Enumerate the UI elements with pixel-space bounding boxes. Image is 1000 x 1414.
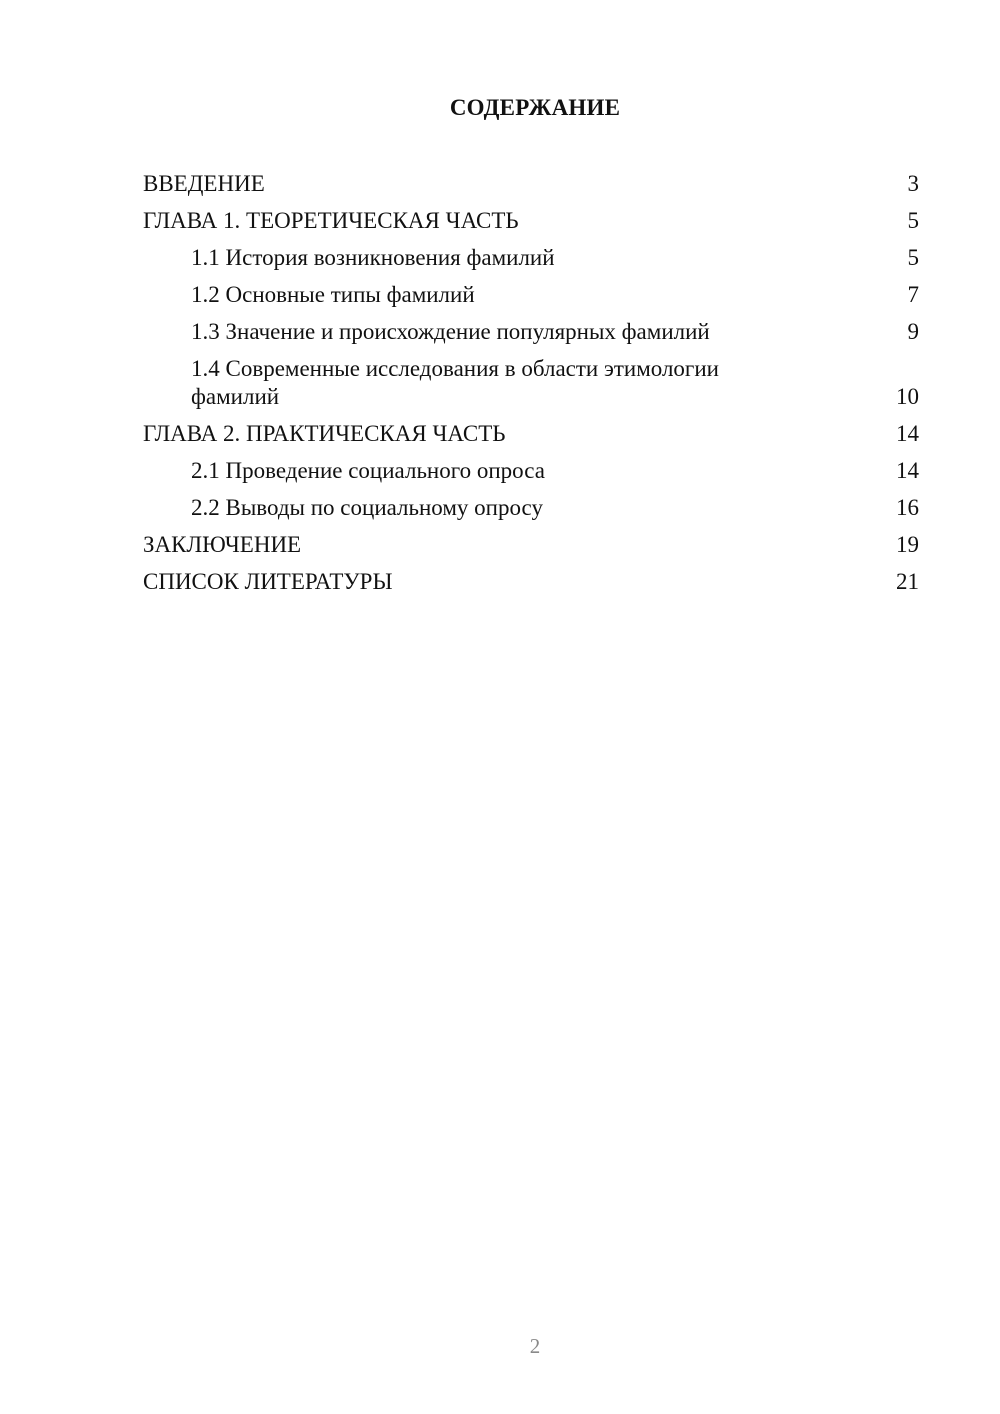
toc-entry-chapter-1[interactable] <box>143 207 919 235</box>
toc-entry-section-1-3[interactable] <box>143 318 919 346</box>
toc-entry-label: СПИСОК ЛИТЕРАТУРЫ <box>143 569 393 594</box>
toc-entry-page: 21 <box>896 569 919 594</box>
toc-entry-introduction[interactable] <box>143 170 919 198</box>
toc-entry-label: ГЛАВА 2. ПРАКТИЧЕСКАЯ ЧАСТЬ <box>143 421 506 446</box>
toc-entry-page: 5 <box>907 245 919 270</box>
toc-entry-page: 3 <box>907 171 919 196</box>
toc-entry-conclusion[interactable] <box>143 531 919 559</box>
toc-entry-page: 10 <box>896 384 919 409</box>
toc-entry-section-1-2[interactable] <box>143 281 919 309</box>
toc-entry-label: 1.1 История возникновения фамилий <box>191 245 555 270</box>
toc-entry-page: 14 <box>896 421 919 446</box>
table-of-contents <box>143 170 919 605</box>
toc-entry-page: 9 <box>907 319 919 344</box>
toc-entry-section-2-1[interactable] <box>143 457 919 485</box>
toc-entry-section-1-4[interactable] <box>143 355 919 411</box>
toc-entry-page: 7 <box>907 282 919 307</box>
toc-entry-chapter-2[interactable] <box>143 420 919 448</box>
toc-entry-label: 1.3 Значение и происхождение популярных фамилий <box>191 319 710 344</box>
toc-entry-label: 1.4 Современные исследования в области этимологии фамилий <box>191 356 719 409</box>
toc-entry-label: 1.2 Основные типы фамилий <box>191 282 475 307</box>
page-number: 2 <box>529 1334 541 1358</box>
toc-entry-page: 5 <box>907 208 919 233</box>
toc-entry-section-2-2[interactable] <box>143 494 919 522</box>
toc-entry-page: 19 <box>896 532 919 557</box>
toc-entry-bibliography[interactable] <box>143 568 919 596</box>
toc-entry-label: 2.2 Выводы по социальному опросу <box>191 495 543 520</box>
toc-entry-page: 14 <box>896 458 919 483</box>
toc-entry-page: 16 <box>896 495 919 520</box>
toc-entry-label: ВВЕДЕНИЕ <box>143 171 265 196</box>
toc-entry-label: 2.1 Проведение социального опроса <box>191 458 545 483</box>
toc-entry-section-1-1[interactable] <box>143 244 919 272</box>
toc-entry-label: ЗАКЛЮЧЕНИЕ <box>143 532 302 557</box>
toc-title: СОДЕРЖАНИЕ <box>449 95 621 120</box>
toc-entry-label: ГЛАВА 1. ТЕОРЕТИЧЕСКАЯ ЧАСТЬ <box>143 208 519 233</box>
